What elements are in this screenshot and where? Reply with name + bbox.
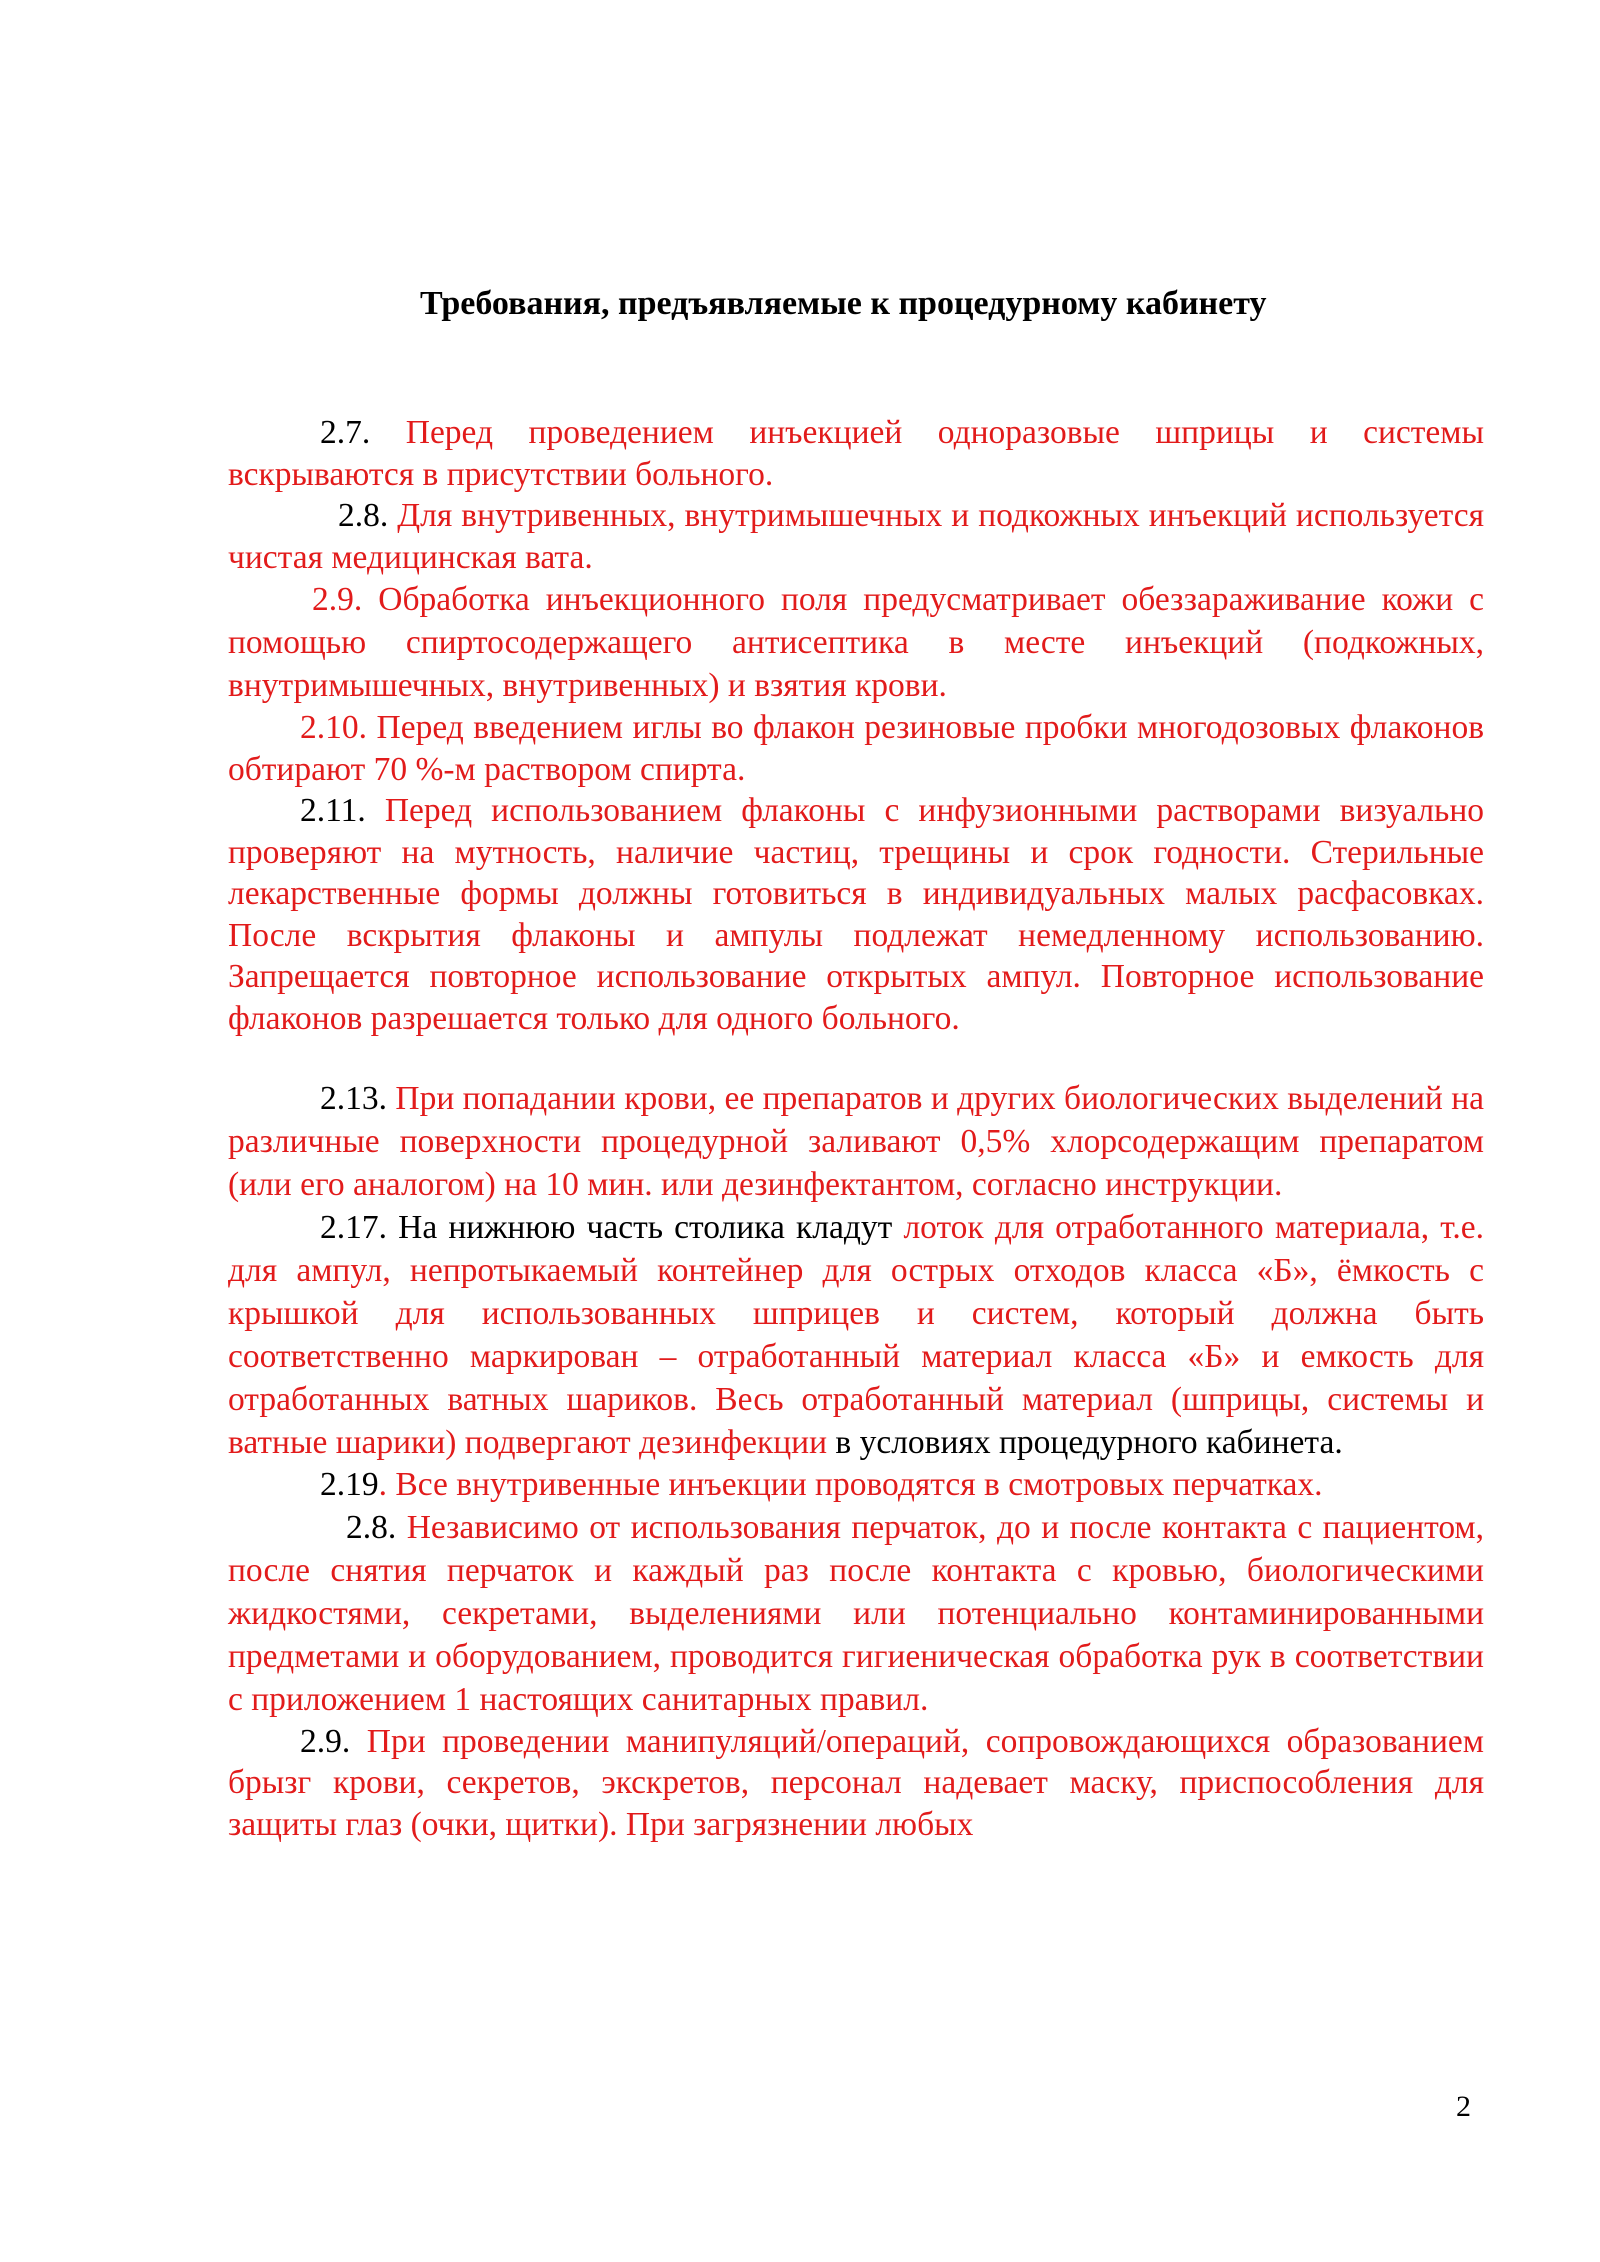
paragraph-text: Независимо от использования перчаток, до и после контакта с пациентом, после снятия перчаток и каждый раз после контакта с кровью, биологическими жидкостями, секретами, выделениями или потенциально контаминированными предметами и оборудованием, проводится гигиеническая обработка рук в соответствии с приложением 1 настоящих санитарных правил. — [228, 1508, 1485, 1718]
paragraph-number: 2.17. — [320, 1209, 387, 1246]
paragraph-text: лоток для отработанного материала, т.е. для ампул, непротыкаемый контейнер для острых отходов класса «Б», ёмкость с крышкой для использованных шприцев и систем, который должна быть соответственно маркирован – отработанный материал класса «Б» и емкость для отработанных ватных шариков. Весь отработанный материал (шприцы, системы и ватные шарики) подвергают дезинфекции — [228, 1209, 1485, 1461]
paragraph-text: При проведении манипуляций/операций, сопровождающихся образованием брызг крови, секретов, экскретов, персонал надевает маску, приспособления для защиты глаз (очки, щитки). При загрязнении любых — [228, 1722, 1485, 1843]
paragraph-number: 2.9. — [300, 1722, 351, 1760]
paragraph-number: 2.19 — [320, 1466, 379, 1503]
paragraph-2-17 — [228, 1206, 1484, 1464]
paragraph-text: . Все внутривенные инъекции проводятся в смотровых перчатках. — [378, 1466, 1323, 1503]
page-number: 2 — [1456, 2090, 1471, 2123]
paragraph-2-19 — [228, 1464, 1484, 1506]
paragraph-text: При попадании крови, ее препаратов и других биологических выделений на различные поверхности процедурной заливают 0,5% хлорсодержащим препаратом (или его аналогом) на 10 мин. или дезинфектантом, согласно инструкции. — [228, 1080, 1485, 1203]
paragraph-gap — [228, 1039, 1484, 1077]
paragraph-2-13 — [228, 1077, 1484, 1206]
document-body — [228, 412, 1484, 1845]
paragraph-number: 2.8. — [338, 497, 389, 534]
paragraph-2-11 — [228, 790, 1484, 1039]
paragraph-text: Для внутривенных, внутримышечных и подкожных инъекций используется чистая медицинская вата. — [228, 497, 1484, 576]
paragraph-2-8-second — [228, 1506, 1484, 1721]
paragraph-text: Перед проведением инъекцией одноразовые шприцы и системы вскрываются в присутствии больного. — [228, 414, 1485, 493]
paragraph-number: 2.13. — [320, 1080, 387, 1117]
paragraph-2-9-second — [228, 1721, 1484, 1846]
paragraph-2-9 — [228, 578, 1484, 707]
paragraph-2-8 — [228, 495, 1484, 578]
paragraph-text: Перед введением иглы во флакон резиновые пробки многодозовых флаконов обтирают 70 %-м раствором спирта. — [228, 709, 1485, 788]
paragraph-number: 2.8. — [346, 1508, 397, 1546]
paragraph-2-7 — [228, 412, 1484, 495]
paragraph-number: 2.7. — [320, 414, 371, 451]
paragraph-number: 2.11. — [300, 792, 366, 829]
paragraph-2-10 — [228, 707, 1484, 790]
paragraph-tail-text: в условиях процедурного кабинета. — [835, 1424, 1343, 1461]
paragraph-number: 2.10. — [300, 709, 367, 746]
paragraph-text: Перед использованием флаконы с инфузионными растворами визуально проверяют на мутность, наличие частиц, трещины и срок годности. Стерильные лекарственные формы должны готовиться в индивидуальных малых расфасовках. После вскрытия флаконы и ампулы подлежат немедленному использованию. Запрещается повторное использование открытых ампул. Повторное использование флаконов разрешается только для одного больного. — [228, 792, 1485, 1037]
document-title: Требования, предъявляемые к процедурному кабинету — [420, 285, 1267, 322]
paragraph-lead-text: На нижнюю часть столика кладут — [398, 1209, 893, 1246]
paragraph-number: 2.9. — [312, 581, 363, 618]
paragraph-text: Обработка инъекционного поля предусматривает обеззараживание кожи с помощью спиртосодержащего антисептика в месте инъекций (подкожных, внутримышечных, внутривенных) и взятия крови. — [228, 581, 1485, 704]
